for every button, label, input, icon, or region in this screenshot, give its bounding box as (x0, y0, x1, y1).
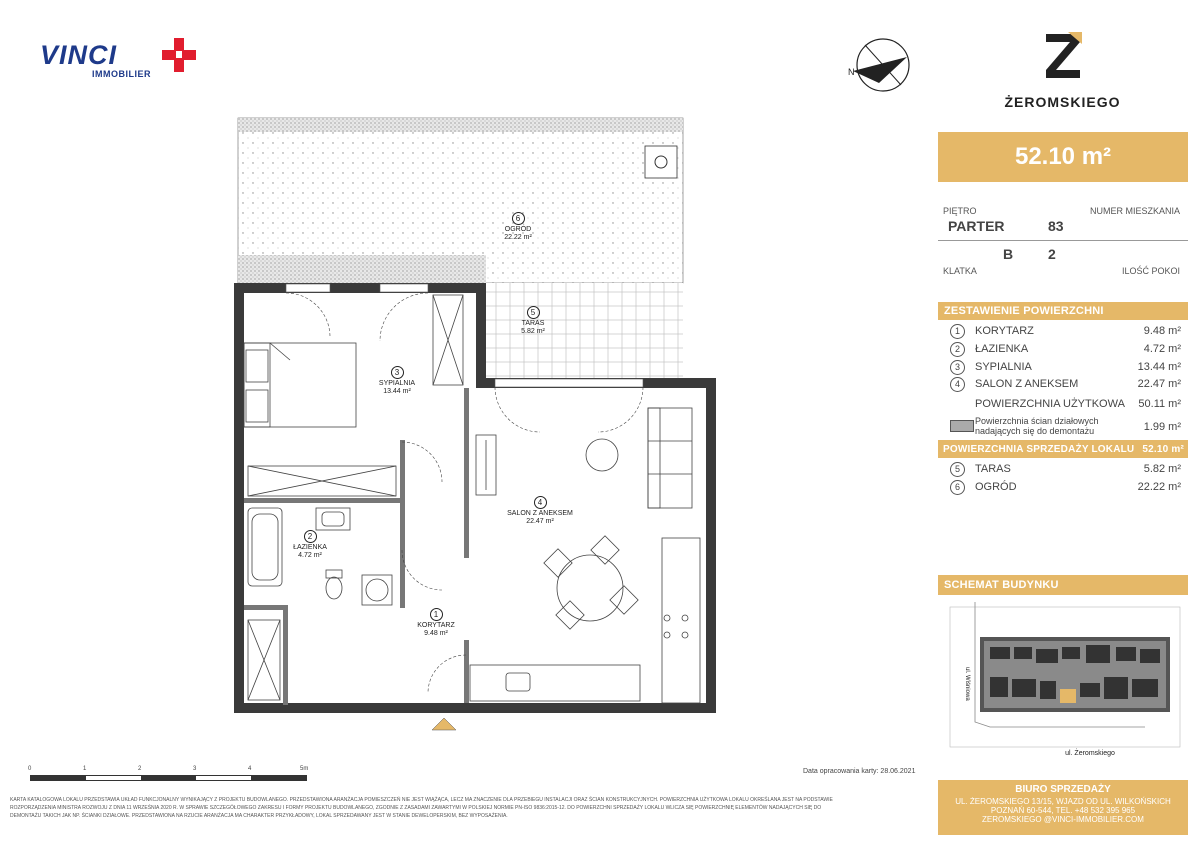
bed-icon (244, 343, 356, 427)
total-area-value: 52.10 m² (1014, 143, 1112, 170)
gravel-strip (238, 255, 486, 283)
room-label-ogrod: 6 OGRÓD 22.22 m² (504, 214, 532, 241)
area-row-sypialnia: 3 SYPIALNIA 13.44 m² (945, 360, 1185, 377)
office-title: BIURO SPRZEDAŻY (1015, 784, 1111, 795)
garden-border (238, 118, 683, 132)
room-label-salon: 4 SALON Z ANEKSEM 22.47 m² (507, 498, 573, 525)
compass-north-icon (845, 35, 915, 95)
room-label-sypialnia: 3 SYPIALNIA 13.44 m² (378, 368, 416, 395)
vinci-subtitle: IMMOBILIER (92, 69, 151, 79)
total-area-banner (938, 132, 1188, 182)
area-row-lazienka: 2 ŁAZIENKA 4.72 m² (945, 342, 1185, 359)
area-row-taras: 5 TARAS 5.82 m² (945, 462, 1185, 479)
scale-bar: 0 1 2 3 4 5m (25, 765, 325, 785)
disclaimer: KARTA KATALOGOWA LOKALU PRZEDSTAWIA UKŁAD FUNKCJONALNY WYNIKAJĄCY Z PROJEKTU BUDOWLANEGO. PRZEDSTAWIONA ARANŻACJA POMIESZCZEŃ NIE JEST WIĄŻĄCA, LECZ MA ZNACZENIE DLA PRZEBIEGU INSTALACJI ORAZ ŚCIAN KONSTRUKCYJNYCH. POWIERZCHNIA UŻYTKOWA LOKALU OKREŚLANA JEST NA PODSTAWIE ROZPORZĄDZENIA MINISTRA ROZWOJU Z DNIA 11 WRZEŚNIA 2020 R. W SPRAWIE SZCZEGÓŁOWEGO ZAKRESU I FORMY PROJEKTU BUDOWLANEGO, ZGODNIE Z ZASADAMI ZAWARTYMI W POLSKIEJ NORMIE PN-ISO 9836:2015-12. DO POWIERZCHNI SPRZEDAŻY LOKALU WLICZA SIĘ POWIERZCHNIĘ ELEMENTÓW NADAJĄCYCH SIĘ DO DEMONTAŻU TAKICH JAK NP. ŚCIANKI DZIAŁOWE. PRZEDSTAWIONA NA RZUCIE ARANŻACJA MA CHARAKTER PRZYKŁADOWY, LOKAL SPRZEDAWANY JEST W STANIE DEWELOPERSKIM, BEZ WYPOSAŻENIA. (10, 797, 833, 819)
vinci-logo (40, 40, 210, 85)
bathtub-icon (248, 508, 282, 586)
staircase-label: KLATKA (943, 266, 977, 276)
vinci-cross-icon (160, 36, 200, 76)
lamp-icon (586, 439, 618, 471)
office-phone: POZNAŃ 60-544, TEL. +48 532 395 965 (990, 806, 1136, 815)
sales-area-header: POWIERZCHNIA SPRZEDAŻY LOKALU 52.10 m² (938, 440, 1188, 458)
date-note: Data opracowania karty: 28.06.2021 (803, 768, 916, 775)
vinci-wordmark: VINCI (40, 40, 118, 70)
apt-number-value: 83 (1048, 218, 1064, 234)
schema-street-label: ul. Żeromskiego (1065, 750, 1115, 757)
room-label-korytarz: 1 KORYTARZ 9.48 m² (417, 610, 455, 637)
staircase-value: B (1003, 246, 1014, 262)
area-row-salon: 4 SALON Z ANEKSEM 22.47 m² (945, 377, 1185, 394)
schema-side-street-label: ul. Wiśniowa (964, 667, 970, 701)
room-label-lazienka: 2 ŁAZIENKA 4.72 m² (293, 532, 327, 559)
floor-value: PARTER (948, 218, 1005, 234)
entrance-marker-icon (432, 718, 456, 730)
area-row-ogrod: 6 OGRÓD 22.22 m² (945, 480, 1185, 497)
toilet-icon (326, 570, 342, 599)
area-row-usable: POWIERZCHNIA UŻYTKOWA 50.11 m² (975, 398, 1181, 410)
room-label-taras: 5 TARAS 5.82 m² (521, 308, 545, 335)
schema-header: SCHEMAT BUDYNKU (938, 575, 1188, 595)
project-title: ŻEROMSKIEGO (1004, 94, 1121, 110)
apt-number-label: NUMER MIESZKANIA (1089, 206, 1180, 216)
areas-header: ZESTAWIENIE POWIERZCHNI (938, 302, 1188, 320)
office-email: ZEROMSKIEGO @VINCI-IMMOBILIER.COM (982, 815, 1144, 824)
area-row-walls: Powierzchnia ścian działowych nadających się do demontażu 1.99 m² (945, 415, 1185, 439)
project-logo (990, 30, 1135, 120)
sofa-icon (648, 408, 692, 508)
project-z-icon (1038, 30, 1088, 80)
sales-office-box (938, 780, 1188, 835)
area-row-korytarz: 1 KORYTARZ 9.48 m² (945, 324, 1185, 341)
rooms-label: ILOŚĆ POKOI (1121, 266, 1180, 276)
tv-unit-icon (476, 435, 496, 495)
walls-swatch (950, 420, 974, 432)
wardrobe-icon (248, 295, 463, 700)
floor-label: PIĘTRO (943, 206, 977, 216)
summary-block (938, 200, 1188, 280)
office-address: UL. ŻEROMSKIEGO 13/15, WJAZD OD UL. WILKOŃSKICH (955, 797, 1171, 806)
drain-icon (645, 146, 677, 178)
dining-table-icon (544, 536, 638, 629)
floor-plan (230, 110, 720, 745)
building-schema (940, 597, 1185, 762)
svg-text:N: N (848, 67, 855, 77)
rooms-value: 2 (1048, 246, 1056, 262)
sink-icon (316, 508, 350, 530)
washer-icon (362, 575, 392, 605)
